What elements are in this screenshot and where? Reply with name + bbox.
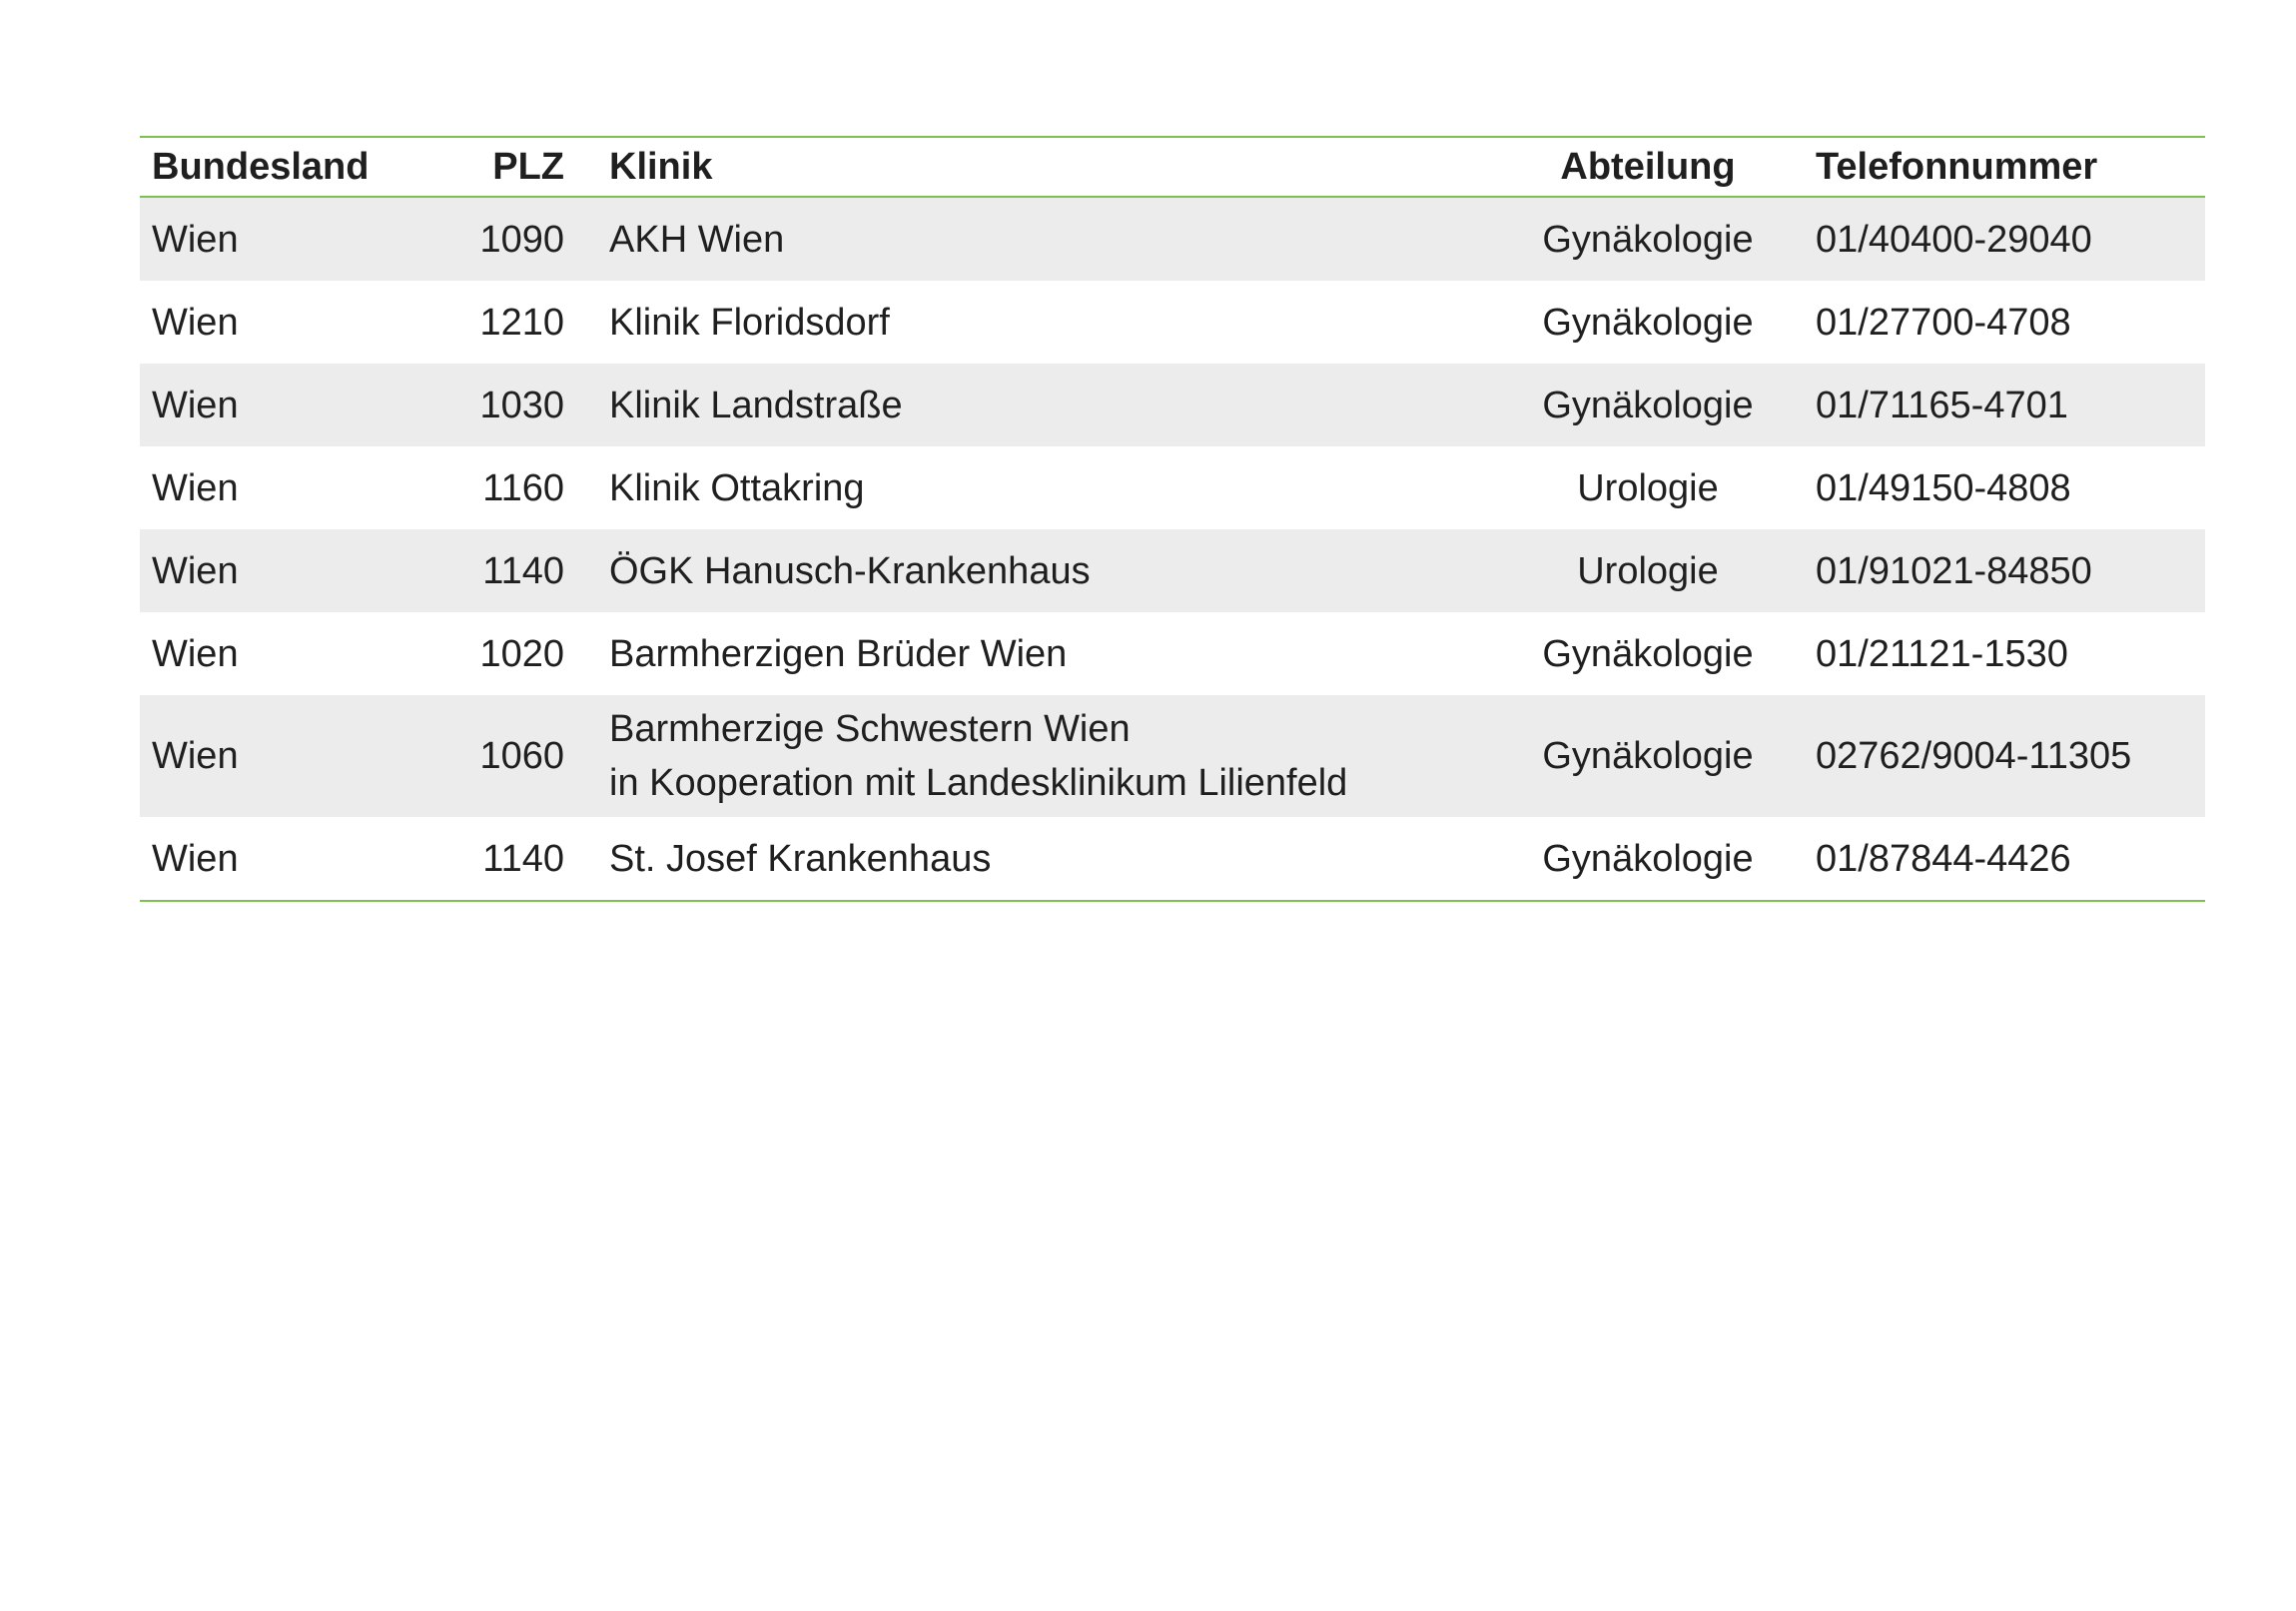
cell-abteilung: Urologie: [1577, 466, 1719, 509]
cell-plz: 1210: [479, 301, 564, 344]
cell-bundesland: Wien: [152, 384, 239, 426]
cell-klinik: [574, 832, 1528, 886]
bottom-rule: [140, 900, 2205, 902]
header-abteilung: Abteilung: [1560, 146, 1736, 188]
cell-abteilung: Gynäkologie: [1542, 384, 1754, 426]
cell-telefon: 01/71165-4701: [1816, 384, 2068, 426]
cell-abteilung: Gynäkologie: [1542, 735, 1754, 777]
cell-plz: 1140: [482, 549, 564, 592]
table-row: [140, 529, 2205, 612]
cell-telefon: 02762/9004-11305: [1816, 735, 2132, 777]
klinik-line: Barmherzigen Brüder Wien: [609, 632, 1068, 675]
cell-telefon: 01/49150-4808: [1816, 466, 2071, 509]
cell-abteilung: Gynäkologie: [1542, 301, 1754, 344]
cell-bundesland: Wien: [152, 837, 239, 880]
header-plz: PLZ: [492, 146, 564, 188]
table-body: [140, 198, 2205, 900]
klinik-line: ÖGK Hanusch-Krankenhaus: [609, 549, 1091, 592]
klinik-line: AKH Wien: [609, 218, 785, 261]
cell-klinik: [574, 379, 1528, 432]
cell-telefon: 01/40400-29040: [1816, 218, 2092, 261]
cell-bundesland: Wien: [152, 301, 239, 344]
cell-klinik: [574, 213, 1528, 267]
cell-telefon: 01/21121-1530: [1816, 632, 2068, 675]
cell-telefon: 01/27700-4708: [1816, 301, 2071, 344]
klinik-line: Klinik Floridsdorf: [609, 301, 890, 344]
table-row: [140, 817, 2205, 900]
table-header-row: [140, 138, 2205, 196]
cell-bundesland: Wien: [152, 218, 239, 261]
klinik-line: St. Josef Krankenhaus: [609, 837, 992, 880]
cell-abteilung: Gynäkologie: [1542, 218, 1754, 261]
cell-plz: 1140: [482, 837, 564, 880]
cell-klinik: [574, 461, 1528, 515]
cell-klinik: [574, 627, 1528, 681]
cell-klinik: [574, 296, 1528, 350]
cell-abteilung: Urologie: [1577, 549, 1719, 592]
cell-bundesland: Wien: [152, 466, 239, 509]
cell-telefon: 01/87844-4426: [1816, 837, 2071, 880]
cell-plz: 1160: [482, 466, 564, 509]
klinik-line: Klinik Ottakring: [609, 466, 865, 509]
klinik-line: Klinik Landstraße: [609, 384, 903, 426]
klinik-line: in Kooperation mit Landesklinikum Lilienfeld: [609, 762, 1348, 804]
table-row: [140, 364, 2205, 446]
cell-abteilung: Gynäkologie: [1542, 837, 1754, 880]
cell-plz: 1090: [479, 218, 564, 261]
cell-plz: 1060: [479, 735, 564, 777]
table-row: [140, 695, 2205, 817]
header-telefon: Telefonnummer: [1816, 146, 2098, 188]
cell-klinik: [574, 702, 1528, 810]
cell-bundesland: Wien: [152, 632, 239, 675]
cell-klinik: [574, 544, 1528, 598]
clinic-table: [140, 136, 2205, 902]
cell-abteilung: Gynäkologie: [1542, 632, 1754, 675]
klinik-line: Barmherzige Schwestern Wien: [609, 708, 1131, 750]
cell-bundesland: Wien: [152, 735, 239, 777]
cell-bundesland: Wien: [152, 549, 239, 592]
header-klinik: Klinik: [609, 146, 713, 188]
table-row: [140, 446, 2205, 529]
header-bundesland: Bundesland: [152, 146, 370, 188]
table-row: [140, 281, 2205, 364]
cell-plz: 1020: [479, 632, 564, 675]
table-row: [140, 198, 2205, 281]
cell-plz: 1030: [479, 384, 564, 426]
cell-telefon: 01/91021-84850: [1816, 549, 2092, 592]
table-row: [140, 612, 2205, 695]
